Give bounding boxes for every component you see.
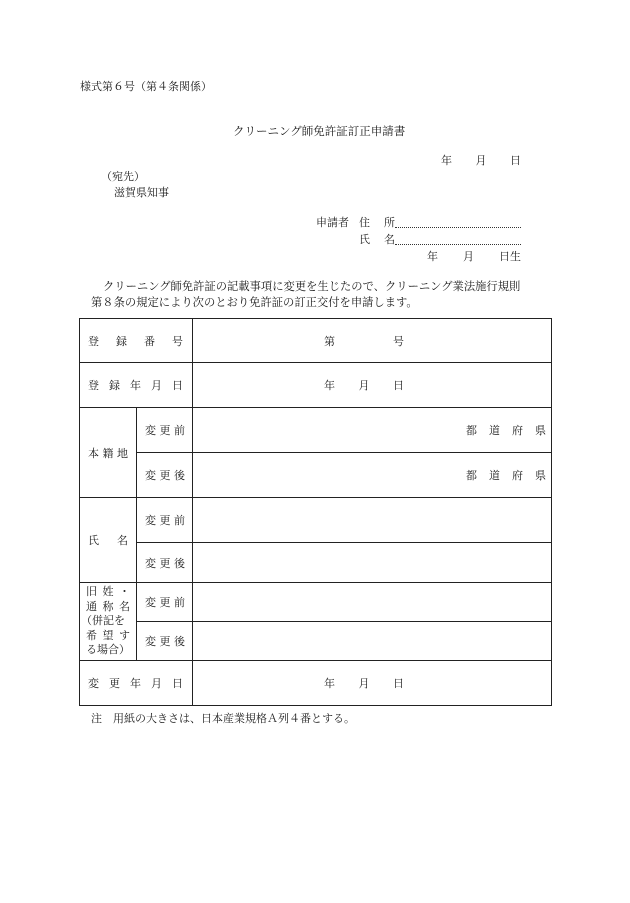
value-domicile-before[interactable]: 都 道 府 県 <box>193 408 552 453</box>
form-title: クリーニング師免許証訂正申請書 <box>233 124 406 138</box>
label-registration-number: 登 録 番 号 <box>80 319 193 363</box>
name-label: 氏 名 <box>359 233 395 246</box>
row-registration-number <box>80 319 552 363</box>
label-domicile-before: 変 更 前 <box>137 408 193 453</box>
value-old-name-after[interactable] <box>193 622 552 660</box>
value-name-after[interactable] <box>193 543 552 583</box>
body-line-2: 第８条の規定により次のとおり免許証の訂正交付を申請します。 <box>91 296 418 309</box>
row-name-before <box>80 498 552 543</box>
address-label: 住 所 <box>359 216 395 229</box>
label-name: 氏 名 <box>80 498 137 583</box>
row-domicile-after <box>80 453 552 498</box>
label-domicile: 本 籍 地 <box>80 408 137 498</box>
addressee-label: （宛先） <box>101 170 145 183</box>
form-number: 様式第６号（第４条関係） <box>80 80 212 93</box>
row-domicile-before <box>80 408 552 453</box>
birth-date-line: 年 月 日生 <box>427 250 521 263</box>
row-old-name-before <box>80 583 552 622</box>
label-change-date: 変 更 年 月 日 <box>80 660 193 705</box>
label-name-after: 変 更 後 <box>137 543 193 583</box>
paper-size-note: 注 用紙の大きさは、日本産業規格Ａ列４番とする。 <box>91 712 355 725</box>
date-line: 年 月 日 <box>441 154 521 167</box>
address-field[interactable] <box>395 227 521 228</box>
row-registration-date <box>80 363 552 408</box>
label-name-before: 変 更 前 <box>137 498 193 543</box>
value-old-name-before[interactable] <box>193 583 552 622</box>
value-name-before[interactable] <box>193 498 552 543</box>
value-registration-number[interactable]: 第 号 <box>193 319 552 363</box>
row-change-date <box>80 660 552 705</box>
label-registration-date: 登 録 年 月 日 <box>80 363 193 408</box>
label-old-name-before: 変 更 前 <box>137 583 193 622</box>
value-domicile-after[interactable]: 都 道 府 県 <box>193 453 552 498</box>
row-name-after <box>80 543 552 583</box>
name-field[interactable] <box>395 244 521 245</box>
label-old-name-after: 変 更 後 <box>137 622 193 660</box>
application-table <box>79 318 552 706</box>
row-old-name-after <box>80 622 552 660</box>
label-domicile-after: 変 更 後 <box>137 453 193 498</box>
body-line-1: クリーニング師免許証の記載事項に変更を生じたので、クリーニング業法施行規則 <box>103 280 521 293</box>
value-change-date[interactable]: 年 月 日 <box>193 660 552 705</box>
label-old-name: 旧 姓 ・ 通 称 名 （併記を 希 望 す る場合） <box>80 583 137 661</box>
value-registration-date[interactable]: 年 月 日 <box>193 363 552 408</box>
applicant-role: 申請者 <box>316 216 349 229</box>
addressee-name: 滋賀県知事 <box>114 186 169 199</box>
